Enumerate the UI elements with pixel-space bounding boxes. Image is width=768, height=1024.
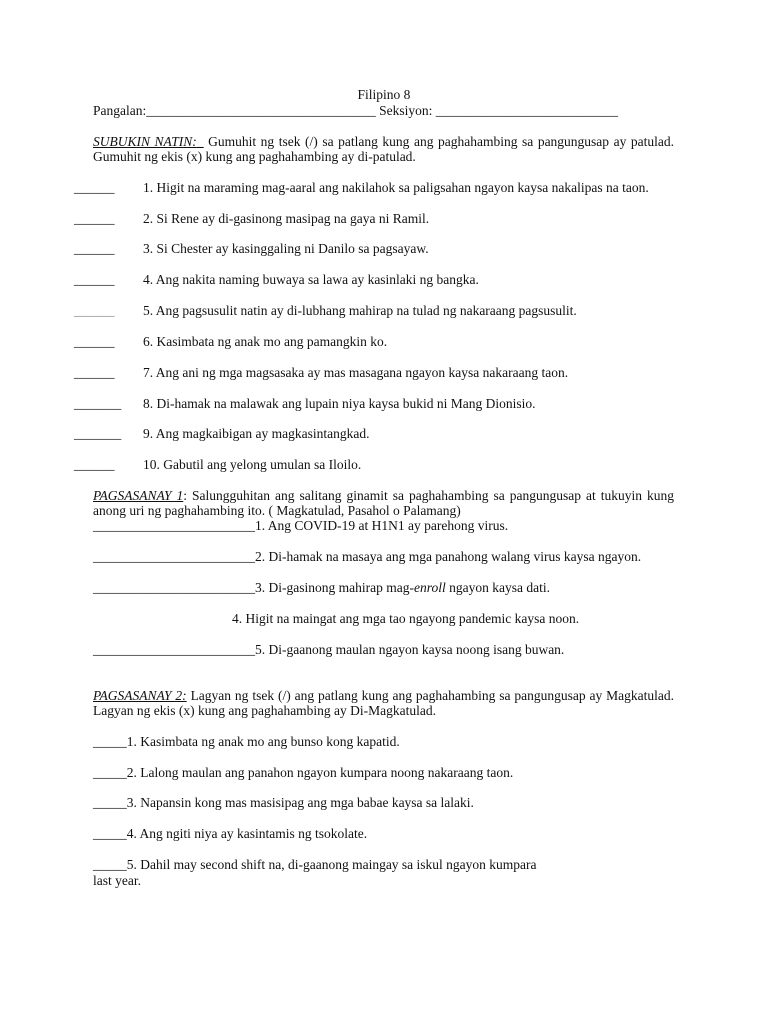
pagsasanay2-item bbox=[93, 857, 537, 872]
answer-blank[interactable]: ________________________ bbox=[93, 642, 255, 657]
subukin-item: 2. Si Rene ay di-gasinong masipag na gaya ni Ramil. bbox=[143, 211, 430, 226]
answer-blank[interactable]: _______ bbox=[74, 426, 122, 441]
subukin-item: 5. Ang pagsusulit natin ay di-lubhang mahirap na tulad ng nakaraang pagsusulit. bbox=[143, 303, 577, 318]
name-line bbox=[93, 103, 618, 118]
pagsasanay2-item-text: 3. Napansin kong mas masisipag ang mga babae kaysa sa lalaki. bbox=[126, 795, 474, 810]
pagsasanay1-item bbox=[93, 518, 508, 533]
pagsasanay2-item bbox=[93, 795, 474, 810]
answer-blank[interactable]: ________________________ bbox=[93, 580, 255, 595]
answer-blank[interactable]: _____ bbox=[93, 857, 127, 872]
answer-blank[interactable]: ______ bbox=[74, 457, 115, 472]
page-title: Filipino 8 bbox=[357, 87, 411, 102]
answer-blank[interactable]: ______ bbox=[74, 303, 115, 318]
pagsasanay1-heading: PAGSASANAY 1 bbox=[93, 488, 184, 503]
answer-blank[interactable]: _____ bbox=[93, 795, 127, 810]
pagsasanay1-item bbox=[93, 580, 550, 595]
pagsasanay1-item bbox=[93, 642, 564, 657]
pagsasanay2-instructions: Lagyan ng tsek (/) ang patlang kung ang paghahambing sa pangungusap ay Magkatulad. Lagyan ng ekis (x) kung ang paghahambing ay Di-Magkatulad. bbox=[93, 688, 675, 718]
name-label: Pangalan: bbox=[93, 103, 147, 118]
pagsasanay1-item-text: 2. Di-hamak na masaya ang mga panahong walang virus kaysa ngayon. bbox=[255, 549, 642, 564]
pagsasanay2-item-continuation: last year. bbox=[93, 873, 141, 888]
answer-blank[interactable]: _______ bbox=[74, 396, 122, 411]
pagsasanay1-item-italic: enroll bbox=[413, 580, 446, 595]
pagsasanay1-item-text: 5. Di-gaanong maulan ngayon kaysa noong isang buwan. bbox=[255, 642, 565, 657]
pagsasanay2-item-text: 2. Lalong maulan ang panahon ngayon kumpara noong nakaraang taon. bbox=[126, 765, 514, 780]
answer-blank[interactable]: ______ bbox=[74, 272, 115, 287]
subukin-item: 8. Di-hamak na malawak ang lupain niya kaysa bukid ni Mang Dionisio. bbox=[143, 396, 536, 411]
subukin-heading: SUBUKIN NATIN: bbox=[93, 134, 197, 149]
pagsasanay2-heading: PAGSASANAY 2: bbox=[93, 688, 187, 703]
pagsasanay1-item-text: 3. Di-gasinong mahirap mag- bbox=[255, 580, 414, 595]
section-blank[interactable]: ___________________________ bbox=[435, 103, 619, 118]
pagsasanay1-item-text: 4. Higit na maingat ang mga tao ngayong pandemic kaysa noon. bbox=[232, 611, 580, 626]
section-label: Seksiyon: bbox=[379, 103, 433, 118]
subukin-heading-trail: _ bbox=[196, 134, 204, 149]
answer-blank[interactable]: ______ bbox=[74, 180, 115, 195]
pagsasanay1-instructions: : Salungguhitan ang salitang ginamit sa paghahambing sa pangungusap at tukuyin kung anong uri ng paghahambing ito. ( Magkatulad, Pasahol o Palamang) bbox=[93, 488, 674, 518]
pagsasanay2-item bbox=[93, 765, 513, 780]
subukin-instructions: Gumuhit ng tsek (/) sa patlang kung ang paghahambing sa pangungusap ay patulad. Gumuhit ng ekis (x) kung ang paghahambing ay di-patulad. bbox=[93, 134, 675, 164]
answer-blank[interactable]: ______ bbox=[74, 211, 115, 226]
subukin-item: 7. Ang ani ng mga magsasaka ay mas masagana ngayon kaysa nakaraang taon. bbox=[143, 365, 569, 380]
answer-blank[interactable]: _____ bbox=[93, 826, 127, 841]
name-blank[interactable]: __________________________________ bbox=[146, 103, 376, 118]
answer-blank[interactable]: ________________________ bbox=[93, 518, 255, 533]
answer-blank[interactable]: _____ bbox=[93, 734, 127, 749]
pagsasanay2-item bbox=[93, 734, 400, 749]
subukin-item: 3. Si Chester ay kasinggaling ni Danilo sa pagsayaw. bbox=[143, 241, 429, 256]
subukin-item: 1. Higit na maraming mag-aaral ang nakilahok sa paligsahan ngayon kaysa nakalipas na taon. bbox=[143, 180, 649, 195]
answer-blank[interactable]: ________________________ bbox=[93, 549, 255, 564]
subukin-item: 10. Gabutil ang yelong umulan sa Iloilo. bbox=[143, 457, 362, 472]
answer-blank[interactable]: ______ bbox=[74, 241, 115, 256]
pagsasanay2-instructions-block bbox=[93, 688, 674, 718]
pagsasanay2-item-text: 1. Kasimbata ng anak mo ang bunso kong kapatid. bbox=[126, 734, 400, 749]
pagsasanay1-item-text: ngayon kaysa dati. bbox=[445, 580, 550, 595]
subukin-item: 4. Ang nakita naming buwaya sa lawa ay kasinlaki ng bangka. bbox=[143, 272, 479, 287]
answer-blank[interactable]: ______ bbox=[74, 365, 115, 380]
pagsasanay2-item-text: 4. Ang ngiti niya ay kasintamis ng tsokolate. bbox=[126, 826, 368, 841]
subukin-instructions-block bbox=[93, 134, 674, 164]
answer-blank[interactable]: ______ bbox=[74, 334, 115, 349]
pagsasanay1-instructions-block bbox=[93, 488, 674, 518]
answer-blank[interactable]: _____ bbox=[93, 765, 127, 780]
pagsasanay1-item-text: 1. Ang COVID-19 at H1N1 ay parehong virus. bbox=[255, 518, 509, 533]
subukin-item: 9. Ang magkaibigan ay magkasintangkad. bbox=[143, 426, 370, 441]
subukin-item: 6. Kasimbata ng anak mo ang pamangkin ko. bbox=[143, 334, 388, 349]
pagsasanay2-item-text: 5. Dahil may second shift na, di-gaanong maingay sa iskul ngayon kumpara bbox=[126, 857, 537, 872]
pagsasanay1-item bbox=[93, 549, 641, 564]
pagsasanay1-item bbox=[232, 611, 579, 626]
pagsasanay2-item bbox=[93, 826, 367, 841]
